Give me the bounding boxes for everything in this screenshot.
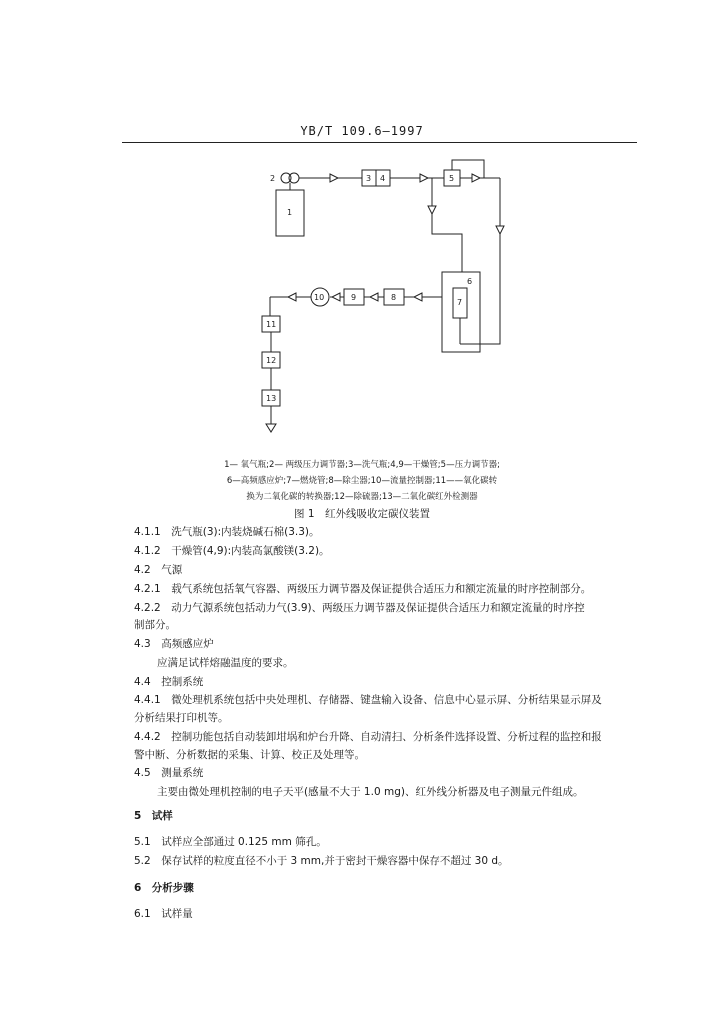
flow-arrow [496, 226, 504, 234]
label-13: 13 [266, 394, 277, 403]
clause-4-4-2: 4.4.2 控制功能包括自动装卸坩埚和炉台升降、自动清扫、分析条件选择设置、分析过程的监控和报 [134, 731, 602, 743]
clause-4-4-1-cont: 分析结果打印机等。 [134, 712, 229, 724]
clause-4-1-1: 4.1.1 洗气瓶(3):内装烧碱石棉(3.3)。 [134, 526, 320, 538]
label-5: 5 [449, 174, 455, 183]
flow-arrow [288, 293, 296, 301]
label-1: 1 [287, 208, 293, 217]
clause-4-3-text: 应满足试样熔融温度的要求。 [157, 657, 294, 669]
flow-arrow [420, 174, 428, 182]
clause-4-5-text: 主要由微处理机控制的电子天平(感量不大于 1.0 mg)、红外线分析器及电子测量元件组成。 [157, 786, 584, 798]
page-header: YB/T 109.6—1997 [300, 124, 424, 138]
label-4: 4 [380, 174, 386, 183]
flow-arrow [330, 174, 338, 182]
clause-4-2-2-cont: 制部分。 [134, 619, 176, 631]
flow-arrow [414, 293, 422, 301]
flow-arrow [370, 293, 378, 301]
heading-4-4: 4.4 控制系统 [134, 676, 204, 688]
clause-4-4-1: 4.4.1 微处理机系统包括中央处理机、存储器、键盘输入设备、信息中心显示屏、分析结果显示屏及 [134, 694, 602, 706]
clause-5-1: 5.1 试样应全部通过 0.125 mm 筛孔。 [134, 836, 327, 848]
heading-4-2: 4.2 气源 [134, 564, 183, 576]
section-5-heading: 5 试样 [134, 810, 173, 822]
label-10: 10 [314, 293, 325, 302]
exhaust-arrow [266, 424, 276, 432]
figure-legend-line: 1— 氧气瓶;2— 两级压力调节器;3—洗气瓶;4,9—干燥管;5—压力调节器; [224, 460, 500, 470]
label-8: 8 [391, 293, 397, 302]
label-12: 12 [266, 356, 277, 365]
clause-5-2: 5.2 保存试样的粒度直径不小于 3 mm,并于密封干燥容器中保存不超过 30 d。 [134, 855, 509, 867]
section-6-heading: 6 分析步骤 [134, 882, 194, 894]
flow-arrow [472, 174, 480, 182]
clause-6-1: 6.1 试样量 [134, 908, 193, 920]
figure-title: 图 1 红外线吸收定碳仪装置 [293, 508, 431, 520]
label-3: 3 [366, 174, 372, 183]
clause-4-2-2: 4.2.2 动力气源系统包括动力气(3.9)、两级压力调节器及保证提供合适压力和额定流量的时序控 [134, 602, 585, 614]
apparatus-diagram [0, 0, 724, 460]
label-6: 6 [467, 277, 473, 286]
flow-arrow [428, 206, 436, 214]
figure-legend-line: 换为二氧化碳的转换器;12—除硫器;13—二氧化碳红外检测器 [246, 492, 478, 502]
clause-4-2-1: 4.2.1 载气系统包括氧气容器、两级压力调节器及保证提供合适压力和额定流量的时序控制部分。 [134, 583, 592, 595]
heading-4-3: 4.3 高频感应炉 [134, 638, 214, 650]
label-2: 2 [270, 174, 276, 183]
label-9: 9 [351, 293, 357, 302]
label-7: 7 [457, 298, 463, 307]
heading-4-5: 4.5 测量系统 [134, 767, 204, 779]
label-11: 11 [266, 320, 277, 329]
clause-4-4-2-cont: 警中断、分析数据的采集、计算、校正及处理等。 [134, 749, 365, 761]
flow-arrow [332, 293, 340, 301]
figure-legend-line: 6—高频感应炉;7—燃烧管;8—除尘器;10—流量控制器;11——氧化碳转 [226, 476, 498, 486]
clause-4-1-2: 4.1.2 干燥管(4,9):内装高氯酸镁(3.2)。 [134, 545, 330, 557]
